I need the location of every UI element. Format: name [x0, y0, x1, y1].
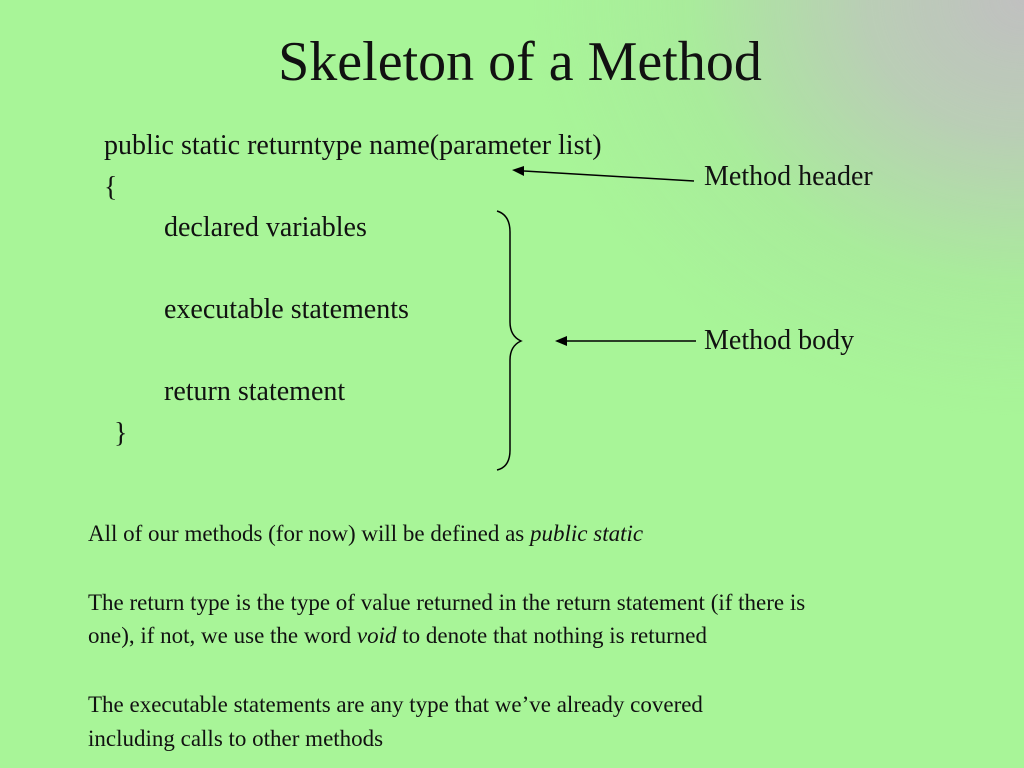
method-body-label: Method body	[704, 325, 855, 356]
declared-variables-line: declared variables	[164, 212, 367, 243]
executable-statements-line: executable statements	[164, 294, 409, 325]
note-return-type-line1: The return type is the type of value returned in the return statement (if there is	[88, 590, 806, 615]
note-return-type-text-b: to denote that nothing is returned	[396, 623, 707, 648]
return-statement-line: return statement	[164, 376, 346, 407]
open-brace: {	[104, 172, 118, 203]
note-void-keyword: void	[356, 623, 397, 648]
note-return-type-text-a: one), if not, we use the word	[88, 623, 357, 648]
method-header-arrow	[512, 166, 694, 181]
note-public-static-text: All of our methods (for now) will be defined as	[88, 521, 531, 546]
note-executable-line1: The executable statements are any type that we’ve already covered	[88, 692, 703, 717]
close-brace: }	[114, 418, 128, 449]
method-header-label: Method header	[704, 161, 873, 192]
note-public-static-keyword: public static	[530, 521, 644, 546]
slide-title: Skeleton of a Method	[278, 31, 762, 93]
method-header-code: public static returntype name(parameter list)	[104, 130, 602, 161]
note-executable-line2: including calls to other methods	[88, 726, 384, 751]
note-public-static	[88, 521, 643, 547]
note-return-type-line2	[88, 623, 707, 649]
method-body-arrow	[555, 336, 696, 346]
body-curly-brace	[497, 211, 521, 470]
